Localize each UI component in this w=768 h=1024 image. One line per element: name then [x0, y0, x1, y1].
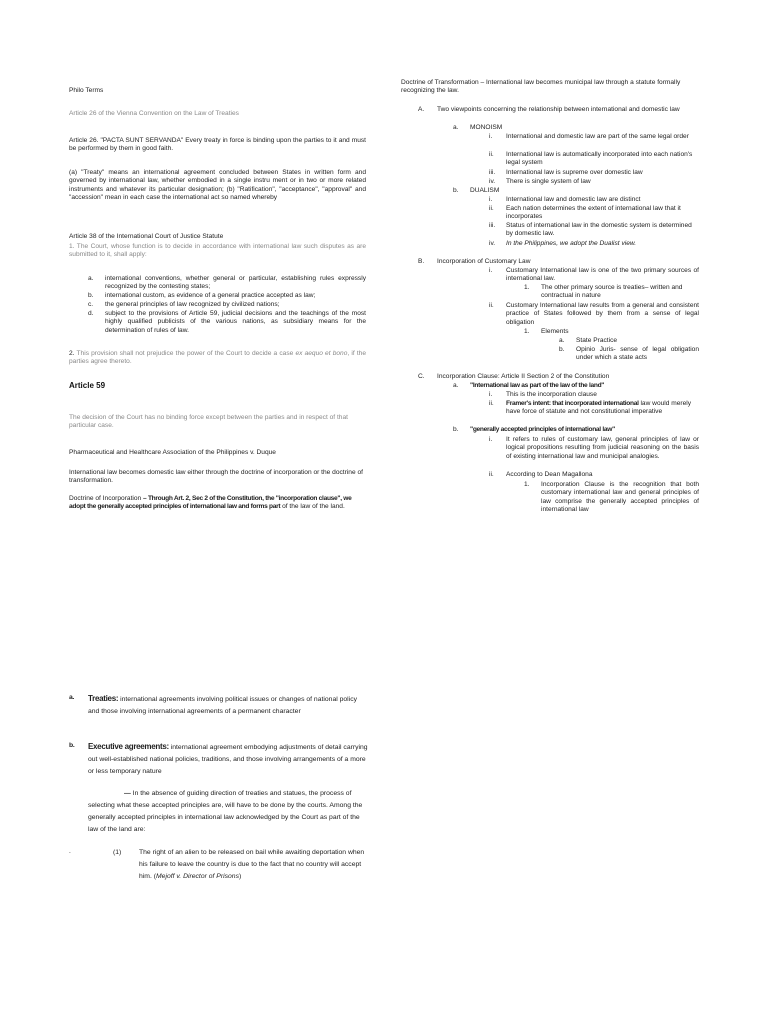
list-text: "generally accepted principles of international law": [470, 426, 615, 433]
incorporation-doctrine: [69, 495, 369, 512]
list-marker: a.: [69, 694, 75, 701]
list-marker: b.: [559, 346, 565, 353]
treaty-definition: (a) "Treaty" means an international agreement concluded between States in written form and governed by international law, whether embodied in a single instru ment or in two or more related instruments and whatever its particular designation; (b) "Ratification", "acceptance", "approval" and "accession" mean in each case the international act so named whereby: [69, 169, 366, 202]
list-text: Status of international law in the domestic system is determined by domestic law.: [506, 222, 692, 238]
list-text: Incorporation Clause: Article II Section 2 of the Constitution: [437, 373, 610, 380]
list-marker: C.: [418, 373, 425, 380]
article-38-heading: Article 38 of the International Court of Justice Statute: [69, 233, 224, 240]
section-c-b-ii: [489, 471, 593, 479]
list-marker: B.: [418, 258, 425, 265]
para-text: This provision shall not prejudice the power of the Court to decide a case: [74, 350, 296, 357]
list-text: In the Philippines, we adopt the Dualist view.: [506, 240, 637, 247]
list-marker: ii.: [489, 400, 494, 407]
monoism-ii: [489, 151, 699, 168]
list-text: subject to the provisions of Article 59, judicial decisions and the teachings of the most highly qualified publicists of the various nations, as subsidiary means for the determination of rules of law.: [105, 310, 366, 334]
list-text: international custom, as evidence of a general practice accepted as law;: [105, 292, 316, 299]
list-marker: i.: [489, 133, 493, 140]
latin-term: ex aequo et bono: [295, 350, 348, 357]
principle-item-1: [113, 847, 369, 883]
list-text: Opinio Juris- sense of legal obligation under which a state acts: [576, 346, 699, 362]
list-marker: ii.: [489, 471, 494, 478]
case-title: Pharmaceutical and Healthcare Association of the Philippines v. Duque: [69, 449, 276, 456]
list-text: Incorporation of Customary Law: [437, 258, 531, 265]
section-b-i: [489, 267, 699, 284]
dualism-item: [453, 187, 499, 195]
executive-label: Executive agreements:: [88, 742, 169, 751]
list-text: "International law as part of the law of the land": [470, 382, 605, 389]
list-marker: d.: [88, 310, 94, 317]
doc-title: Philo Terms: [69, 87, 104, 94]
list-marker: a.: [453, 124, 459, 131]
element-state-practice: [559, 337, 617, 345]
stray-dot: .: [69, 848, 71, 855]
list-marker: b.: [453, 426, 459, 433]
list-marker: iii.: [489, 222, 496, 229]
list-text: [139, 847, 369, 883]
section-c-a-i: [489, 391, 597, 399]
doctrine-bold-text: – Through Art. 2, Sec 2 of the Constitution, the "incorporation clause", we adopt the generally accepted principles of international law and forms part: [69, 495, 352, 511]
list-text: [506, 400, 699, 417]
framers-intent-label: Framer's intent: that incorporated international: [506, 400, 639, 407]
list-text: DUALISM: [470, 187, 500, 194]
section-a: [418, 106, 698, 114]
principle-text-end: ): [238, 872, 242, 880]
art38-item-a: [88, 275, 366, 292]
dualism-iii: [489, 222, 699, 239]
list-text: Customary International law results from a general and consistent practice of States followed by them from a sense of legal obligation: [506, 302, 699, 326]
section-b: [418, 258, 530, 266]
article-38-para-1: 1. The Court, whose function is to decide in accordance with international law such disputes as are submitted to it, shall apply:: [69, 243, 366, 259]
art38-item-d: [88, 310, 366, 335]
list-marker: ii.: [489, 205, 494, 212]
list-marker: A.: [418, 106, 425, 113]
para-text-end: , if the parties agree thereto.: [69, 350, 366, 366]
list-text: International and domestic law are part of the same legal order: [506, 133, 689, 140]
section-c: [418, 373, 609, 381]
monoism-i: [489, 133, 699, 141]
list-marker: a.: [453, 382, 459, 389]
monoism-iii: [489, 169, 699, 177]
list-text: international conventions, whether general or particular, establishing rules expressly recognized by the contesting states;: [105, 275, 366, 291]
list-marker: iv.: [489, 240, 496, 247]
list-marker: b.: [69, 742, 75, 749]
executive-text: international agreement embodying adjustments of detail carrying out well-established national policies, traditions, and those involving arrangements of a more or less temporary nature: [88, 744, 368, 775]
list-marker: 1.: [524, 481, 530, 488]
art38-item-c: [88, 301, 366, 309]
section-b-i-1: [524, 284, 699, 301]
list-marker: (1): [113, 849, 122, 856]
list-text: [88, 692, 369, 718]
list-text: Each nation determines the extent of international law that it incorporates: [506, 205, 681, 221]
transformation-doctrine: Doctrine of Transformation – International law becomes municipal law through a statute formally recognizing the law.: [401, 79, 681, 95]
list-text: According to Dean Magallona: [506, 471, 593, 478]
absence-text: In the absence of guiding direction of treaties and statues, the process of selecting what these accepted principles are, will have to be done by the courts. Among the generally accepted principles in international law acknowledged by the Court as part of the law of the land are:: [88, 790, 363, 833]
list-text: International law is supreme over domestic law: [506, 169, 643, 176]
case-citation: Mejoff v. Director of Prisons: [156, 872, 239, 880]
list-marker: 1.: [524, 284, 530, 291]
domestic-law-text: International law becomes domestic law either through the doctrine of incorporation or the doctrine of transformation.: [69, 469, 363, 485]
list-text: International law and domestic law are distinct: [506, 196, 641, 203]
article-59-heading: Article 59: [69, 381, 106, 390]
list-marker: b.: [88, 292, 94, 299]
list-marker: a.: [88, 275, 94, 282]
list-text: International law is automatically incorporated into each nation's legal system: [506, 151, 693, 167]
monoism-item: [453, 124, 502, 132]
list-text: The other primary source is treaties– written and contractual in nature: [541, 284, 683, 300]
list-text: [88, 740, 369, 778]
list-marker: i.: [489, 391, 493, 398]
list-text: Elements: [541, 328, 569, 335]
doctrine-text-end: of the law of the land.: [280, 503, 345, 511]
section-c-b-ii-1: [524, 481, 699, 515]
treaties-definition: [69, 692, 369, 718]
monoism-iv: [489, 178, 699, 186]
section-c-b-i: [489, 436, 699, 461]
dualism-i: [489, 196, 699, 204]
list-marker: ii.: [489, 151, 494, 158]
list-text: Customary International law is one of the two primary sources of international law.: [506, 267, 699, 283]
list-marker: 1.: [524, 328, 530, 335]
em-dash: —: [124, 790, 131, 797]
list-text: Two viewpoints concerning the relationship between international and domestic law: [437, 106, 680, 113]
section-c-a-ii: [489, 400, 699, 417]
list-marker: i.: [489, 436, 493, 443]
principle-text: The right of an alien to be released on bail while awaiting deportation when his failure to leave the country is due to the fact that no country will accept him. (: [139, 849, 365, 880]
list-text: This is the incorporation clause: [506, 391, 597, 398]
list-marker: c.: [88, 301, 94, 308]
treaties-text: international agreements involving political issues or changes of national policy and those involving international agreements of a permanent character: [88, 696, 358, 715]
list-text: State Practice: [576, 337, 618, 344]
dualism-iv: [489, 240, 699, 248]
section-b-ii-1: [524, 328, 569, 336]
absence-paragraph: [88, 788, 369, 836]
art38-item-b: [88, 292, 366, 300]
treaties-label: Treaties:: [88, 694, 119, 703]
list-marker: i.: [489, 196, 493, 203]
doctrine-label: Doctrine of Incorporation: [69, 495, 144, 502]
section-c-a: [453, 382, 604, 390]
list-marker: iii.: [489, 169, 496, 176]
vienna-heading: Article 26 of the Vienna Convention on the Law of Treaties: [69, 110, 239, 117]
framers-intent-text: law would merely have force of statute and not constitutional imperative: [506, 400, 692, 416]
article-59-text: The decision of the Court has no binding force except between the parties and in respect of that particular case.: [69, 414, 348, 430]
para-number: 2.: [69, 350, 75, 357]
section-c-b: [453, 426, 615, 434]
list-marker: b.: [453, 187, 459, 194]
list-text: the general principles of law recognized by civilized nations;: [105, 301, 280, 308]
section-b-ii: [489, 302, 699, 327]
list-marker: ii.: [489, 302, 494, 309]
dualism-ii: [489, 205, 699, 222]
article-38-para-2: [69, 350, 366, 367]
list-marker: i.: [489, 267, 493, 274]
executive-agreements-definition: [69, 740, 369, 778]
list-text: It refers to rules of customary law, general principles of law or logical propositions resulting from judicial reasoning on the basis of existing international law and municipal analogies.: [506, 436, 699, 460]
list-text: There is single system of law: [506, 178, 591, 185]
list-marker: iv.: [489, 178, 496, 185]
list-marker: a.: [559, 337, 565, 344]
article-26-text: Article 26. "PACTA SUNT SERVANDA" Every treaty in force is binding upon the parties to it and must be performed by them in good faith.: [69, 137, 366, 153]
list-text: Incorporation Clause is the recognition that both customary international law and general principles of law comprise the generally accepted principles of international law: [541, 481, 699, 514]
list-text: MONOISM: [470, 124, 503, 131]
element-opinio-juris: [559, 346, 699, 363]
